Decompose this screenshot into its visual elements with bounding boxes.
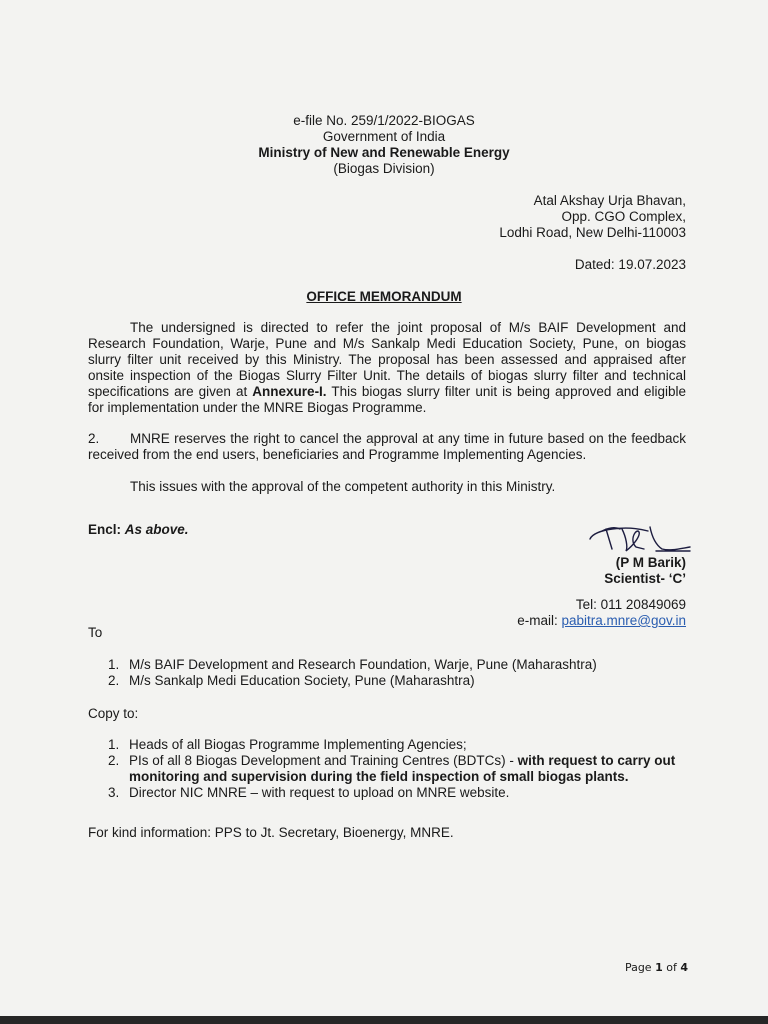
- memo-title: OFFICE MEMORANDUM: [306, 289, 462, 304]
- list-item: 1. Heads of all Biogas Programme Implementing Agencies;: [108, 737, 467, 752]
- paragraph-2-text: MNRE reserves the right to cancel the approval at any time in future based on the feedback received from the end users, beneficiaries and Programme Implementing Agencies.: [88, 431, 686, 462]
- enclosure: [88, 522, 189, 538]
- copy-to-request-text: with request to carry out monitoring and supervision during the field inspection of small biogas plants.: [129, 753, 676, 784]
- paragraph-1-text-b: This biogas slurry filter unit is being approved and eligible for implementation under the MNRE Biogas Programme.: [88, 384, 686, 415]
- to-label: To: [88, 625, 103, 640]
- list-item: 2. M/s Sankalp Medi Education Society, Pune (Maharashtra): [108, 673, 475, 688]
- government-line: Government of India: [322, 129, 446, 144]
- division-name: (Biogas Division): [333, 161, 435, 176]
- address-line-3: Lodhi Road, New Delhi-110003: [499, 225, 686, 240]
- ministry-name: Ministry of New and Renewable Energy: [258, 145, 510, 160]
- signature-image: [586, 521, 696, 557]
- signatory-email: [517, 613, 686, 629]
- copy-to-list: [108, 737, 707, 801]
- to-list: [108, 657, 689, 689]
- signatory-telephone: Tel: 011 20849069: [575, 597, 686, 612]
- paragraph-3: This issues with the approval of the competent authority in this Ministry.: [130, 479, 556, 494]
- list-item: 3. Director NIC MNRE – with request to upload on MNRE website.: [108, 785, 510, 800]
- paragraph-2: [88, 431, 686, 463]
- enclosure-value: As above.: [124, 522, 189, 537]
- copy-to-label: Copy to:: [88, 706, 139, 721]
- list-item: 2. PIs of all 8 Biogas Development and Training Centres (BDTCs) - with request to carry out monitoring and supervision during the field inspection of small biogas plants.: [108, 753, 676, 784]
- signatory-name: (P M Barik): [615, 555, 686, 570]
- page-number: Page 1 of 4: [624, 961, 688, 974]
- signatory-designation: Scientist- ‘C’: [604, 571, 686, 586]
- paragraph-2-number: 2.: [88, 431, 100, 446]
- email-link[interactable]: pabitra.mnre@gov.in: [561, 613, 686, 628]
- list-item: 1. M/s BAIF Development and Research Foundation, Warje, Pune (Maharashtra): [108, 657, 597, 672]
- email-label: e-mail:: [517, 613, 562, 628]
- enclosure-label: Encl:: [88, 522, 122, 537]
- scan-edge: [0, 1016, 768, 1024]
- paragraph-1: [88, 320, 686, 416]
- kind-information: For kind information: PPS to Jt. Secretary, Bioenergy, MNRE.: [88, 825, 454, 840]
- date: Dated: 19.07.2023: [574, 257, 686, 272]
- paragraph-1-text-a: The undersigned is directed to refer the joint proposal of M/s BAIF Development and Research Foundation, Warje, Pune and M/s Sankalp Medi Education Society, Pune, on biogas slurry filter unit received by this Ministry. The proposal has been assessed and appraised after onsite inspection of the Biogas Slurry Filter Unit. The details of biogas slurry filter and technical specifications are given at: [88, 320, 686, 399]
- file-number: e-file No. 259/1/2022-BIOGAS: [293, 113, 475, 128]
- address-line-1: Atal Akshay Urja Bhavan,: [533, 193, 686, 208]
- annexure-reference: Annexure-I.: [252, 384, 327, 399]
- address-line-2: Opp. CGO Complex,: [561, 209, 686, 224]
